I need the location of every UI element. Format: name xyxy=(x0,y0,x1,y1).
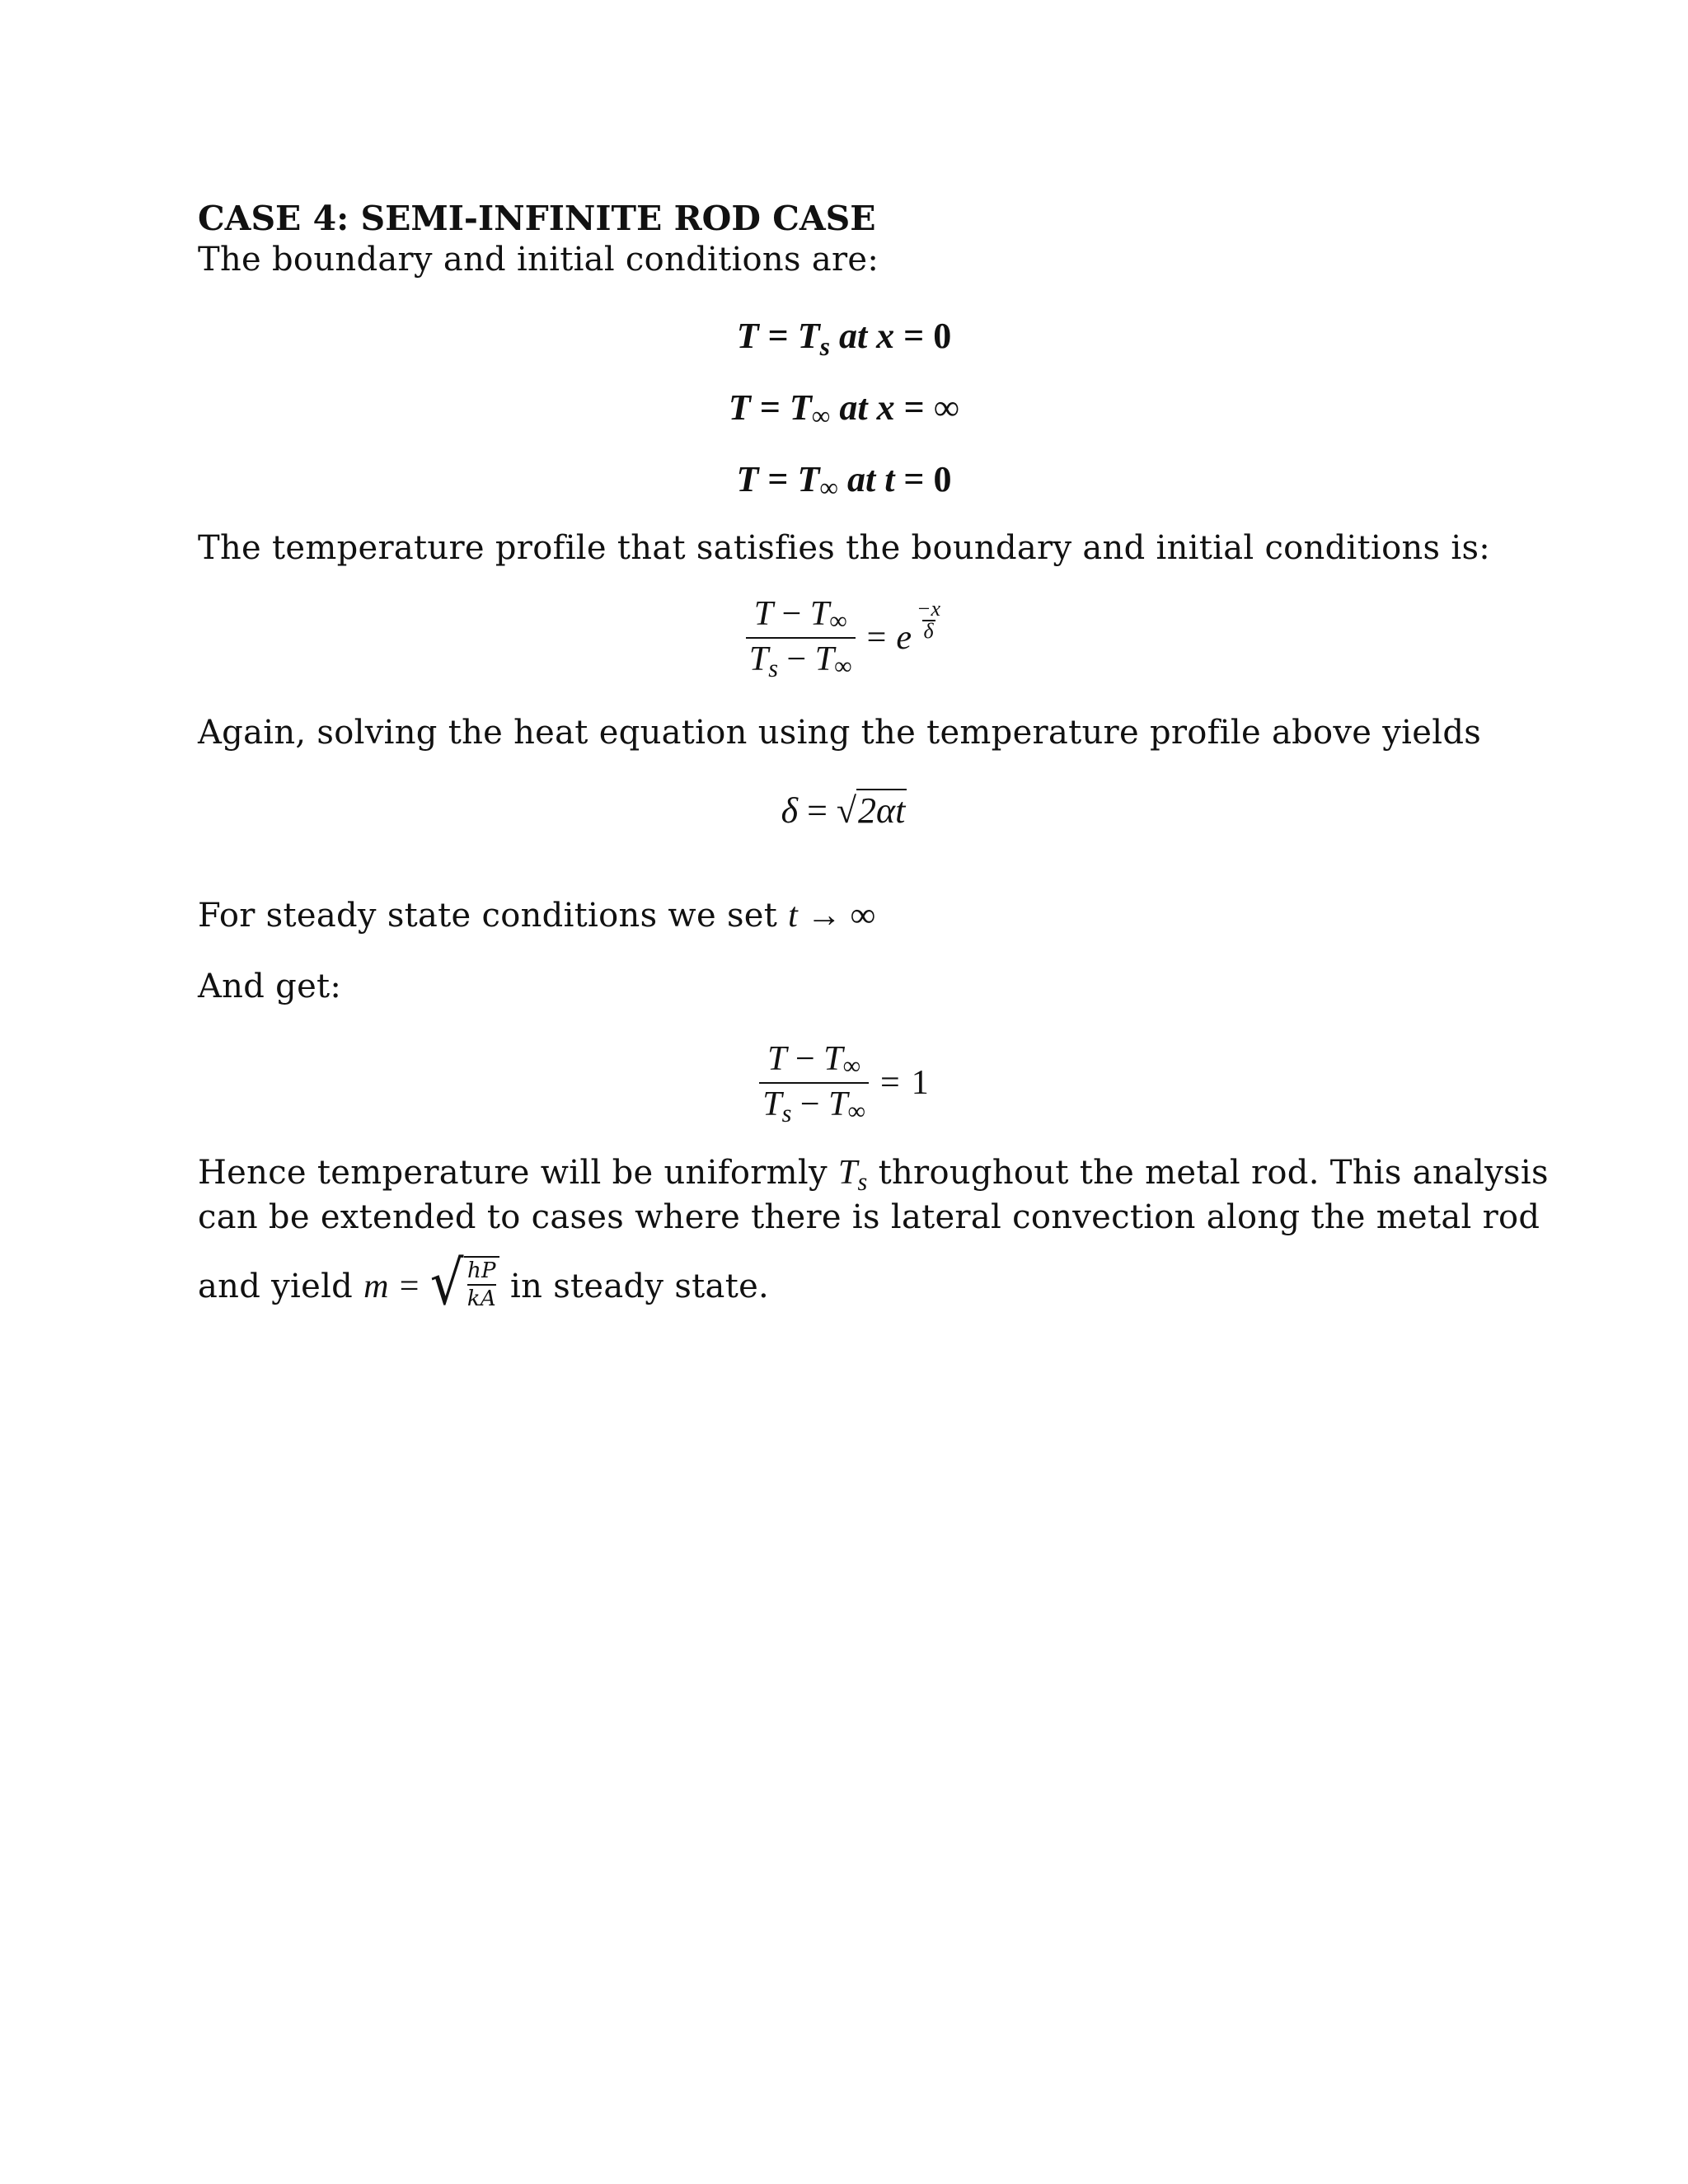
delta-equation: δ = √2αt xyxy=(0,786,1688,836)
again-text: Again, solving the heat equation using the temperature profile above yields xyxy=(198,714,1482,752)
section-heading: CASE 4: SEMI-INFINITE ROD CASE xyxy=(198,199,876,238)
profile-fraction: $\frac{T - T\infty}{T_s - T\infty}$ xyxy=(746,595,856,681)
profile-rhs: = e $\frac{-x}{\delta}$ xyxy=(866,597,941,657)
and-get-text: And get: xyxy=(198,968,342,1005)
exponent-fraction: $\frac{-x}{\delta}$ xyxy=(917,597,941,643)
profile-intro-text: The temperature profile that satisfies the boundary and initial conditions is: xyxy=(198,529,1491,567)
condition-2: T = T∞ at x = ∞ xyxy=(728,387,960,430)
sqrt-hp-over-ka: √ $\frac{hP}{kA}$ xyxy=(430,1256,499,1312)
hence-line-2: can be extended to cases where there is lateral convection along the metal rod xyxy=(198,1198,1540,1236)
steady-rhs: = 1 xyxy=(880,1064,929,1102)
condition-3: T = T∞ at t = 0 xyxy=(736,459,952,502)
temperature-profile-equation xyxy=(0,595,1688,681)
square-root: √2αt xyxy=(836,790,906,831)
steady-state-text: For steady state conditions we set t → ∞ xyxy=(198,897,876,935)
steady-fraction: $\frac{T - T\infty}{T_s - T\infty}$ xyxy=(759,1040,869,1126)
steady-state-equation xyxy=(0,1040,1688,1126)
intro-text: The boundary and initial conditions are: xyxy=(198,241,879,279)
hence-line-1: Hence temperature will be uniformly $T_s$ throughout the metal rod. This analysis xyxy=(198,1154,1549,1197)
condition-1: $T = T_s$ at x = 0 xyxy=(736,316,952,361)
yield-line: and yield m = √ $\frac{hP}{kA}$ in steady state. xyxy=(198,1249,770,1319)
radical-sign: √ xyxy=(429,1249,464,1319)
